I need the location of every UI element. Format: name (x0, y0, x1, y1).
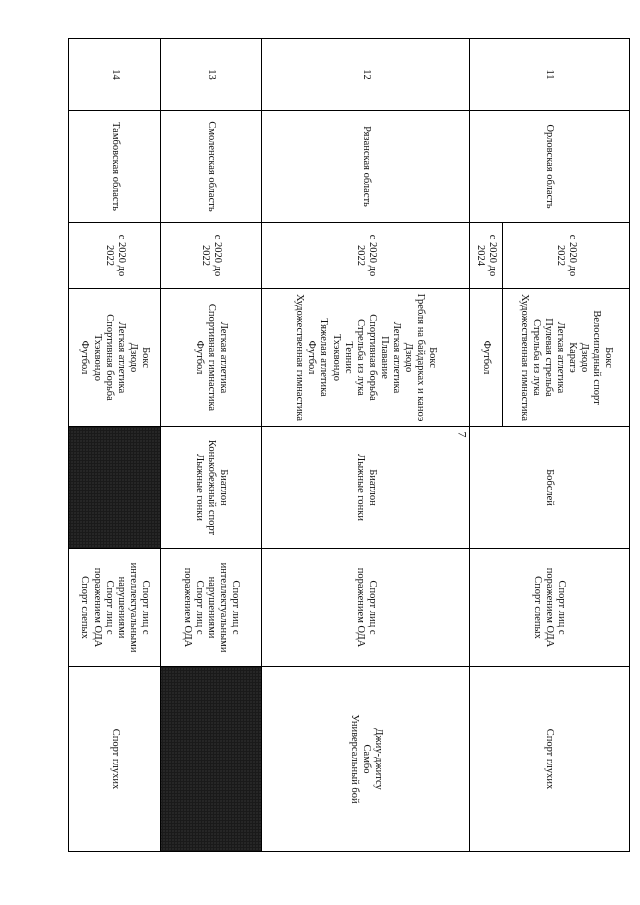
sport-item: Футбол (306, 340, 318, 375)
other-sports-cell (69, 667, 161, 852)
sport-item: Дзюдо (402, 342, 414, 373)
sport-item: Футбол (194, 340, 206, 375)
row-number: 14 (69, 39, 161, 111)
sport-item: Лыжные гонки (194, 453, 206, 522)
sport-item: Спорт лиц с интеллектуальными нарушениями (206, 562, 242, 653)
sport-item: Спорт слепых (532, 576, 544, 639)
table-stage (68, 38, 630, 851)
sport-item: Спортивная гимнастика (206, 303, 218, 412)
sport-item: Теннис (342, 341, 354, 374)
sport-item: Легкая атлетика (390, 321, 402, 394)
summer-sports-cell (262, 289, 469, 427)
other-sports-cell (469, 667, 629, 852)
adaptive-sports-cell (161, 549, 262, 667)
sport-item: Плавание (378, 336, 390, 379)
row-number: 13 (161, 39, 262, 111)
sport-item: Тяжелая атлетика (318, 318, 330, 397)
sport-item: Пулевая стрельба (543, 318, 555, 397)
sport-item: Спортивная борьба (366, 314, 378, 401)
sport-item: Каратэ (567, 342, 579, 373)
sport-item: Дзюдо (579, 342, 591, 373)
sport-item: Дзюдо (127, 342, 139, 373)
adaptive-sports-cell (69, 549, 161, 667)
sport-item: Гребля на байдарках и каноэ (414, 293, 426, 422)
sport-item: Тхэквондо (91, 334, 103, 381)
sport-item: Легкая атлетика (115, 321, 127, 394)
summer-sports-cell (161, 289, 262, 427)
period-cell: с 2020 до 2022 (503, 223, 630, 289)
sport-item: Легкая атлетика (555, 321, 567, 394)
row-number: 11 (469, 39, 629, 111)
sport-item: Стрельба из лука (531, 319, 543, 396)
sport-item: Бокс (139, 347, 151, 368)
region-name: Рязанская область (262, 111, 469, 223)
sport-item: Спорт лиц с поражением ОДА (544, 567, 568, 648)
summer-sports-cell (469, 289, 503, 427)
sport-item: Велосипедный спорт (591, 310, 603, 405)
period-cell: с 2020 до 2022 (262, 223, 469, 289)
sport-item: Бокс (427, 347, 439, 368)
period-cell: с 2020 до 2022 (161, 223, 262, 289)
winter-sports-cell (469, 427, 629, 549)
summer-sports-cell (503, 289, 630, 427)
sport-item: Джиу-джитсу (372, 728, 384, 790)
region-name: Орловская область (469, 111, 629, 223)
adaptive-sports-cell (469, 549, 629, 667)
row-number: 12 (262, 39, 469, 111)
table-row (161, 39, 262, 852)
sports-regions-table (68, 38, 630, 852)
sport-item: Биатлон (218, 469, 230, 506)
period-cell: с 2020 до 2022 (69, 223, 161, 289)
sport-item: Спорт лиц с интеллектуальными нарушениями (115, 562, 151, 653)
sport-item: Легкая атлетика (218, 321, 230, 394)
winter-sports-cell (262, 427, 469, 549)
summer-sports-cell (69, 289, 161, 427)
table-row (69, 39, 161, 852)
sport-item: Футбол (79, 340, 91, 375)
sport-item: Спорт глухих (544, 728, 556, 790)
other-sports-cell (262, 667, 469, 852)
sport-item: Стрельба из лука (354, 319, 366, 396)
sport-item: Спорт глухих (109, 728, 121, 790)
sport-item: Спортивная борьба (103, 314, 115, 401)
page-number: 7 (455, 431, 470, 438)
other-sports-cell-redacted (161, 667, 262, 852)
sport-item: Художественная гимнастика (294, 293, 306, 422)
sport-item: Спорт лиц с поражением ОДА (354, 567, 378, 648)
table-row (503, 39, 630, 852)
sport-item: Художественная гимнастика (518, 293, 530, 422)
region-name: Тамбовская область (69, 111, 161, 223)
sport-item: Тхэквондо (330, 334, 342, 381)
sport-item: Биатлон (366, 469, 378, 506)
sport-item: Спорт лиц с поражением ОДА (182, 567, 206, 648)
sport-item: Футбол (481, 340, 493, 375)
sport-item: Лыжные гонки (354, 453, 366, 522)
sport-item: Бокс (603, 347, 615, 368)
sport-item: Спорт слепых (79, 576, 91, 639)
sport-item: Спорт лиц с поражением ОДА (91, 567, 115, 648)
winter-sports-cell-redacted (69, 427, 161, 549)
sport-item: Конькобежный спорт (206, 439, 218, 536)
sport-item: Универсальный бой (348, 714, 360, 804)
period-cell: с 2020 до 2024 (469, 223, 503, 289)
adaptive-sports-cell (262, 549, 469, 667)
region-name: Смоленская область (161, 111, 262, 223)
table-row (262, 39, 469, 852)
sport-item: Бобслей (544, 469, 556, 506)
sport-item: Самбо (360, 744, 372, 774)
rotated-table-wrapper (68, 38, 630, 851)
winter-sports-cell (161, 427, 262, 549)
